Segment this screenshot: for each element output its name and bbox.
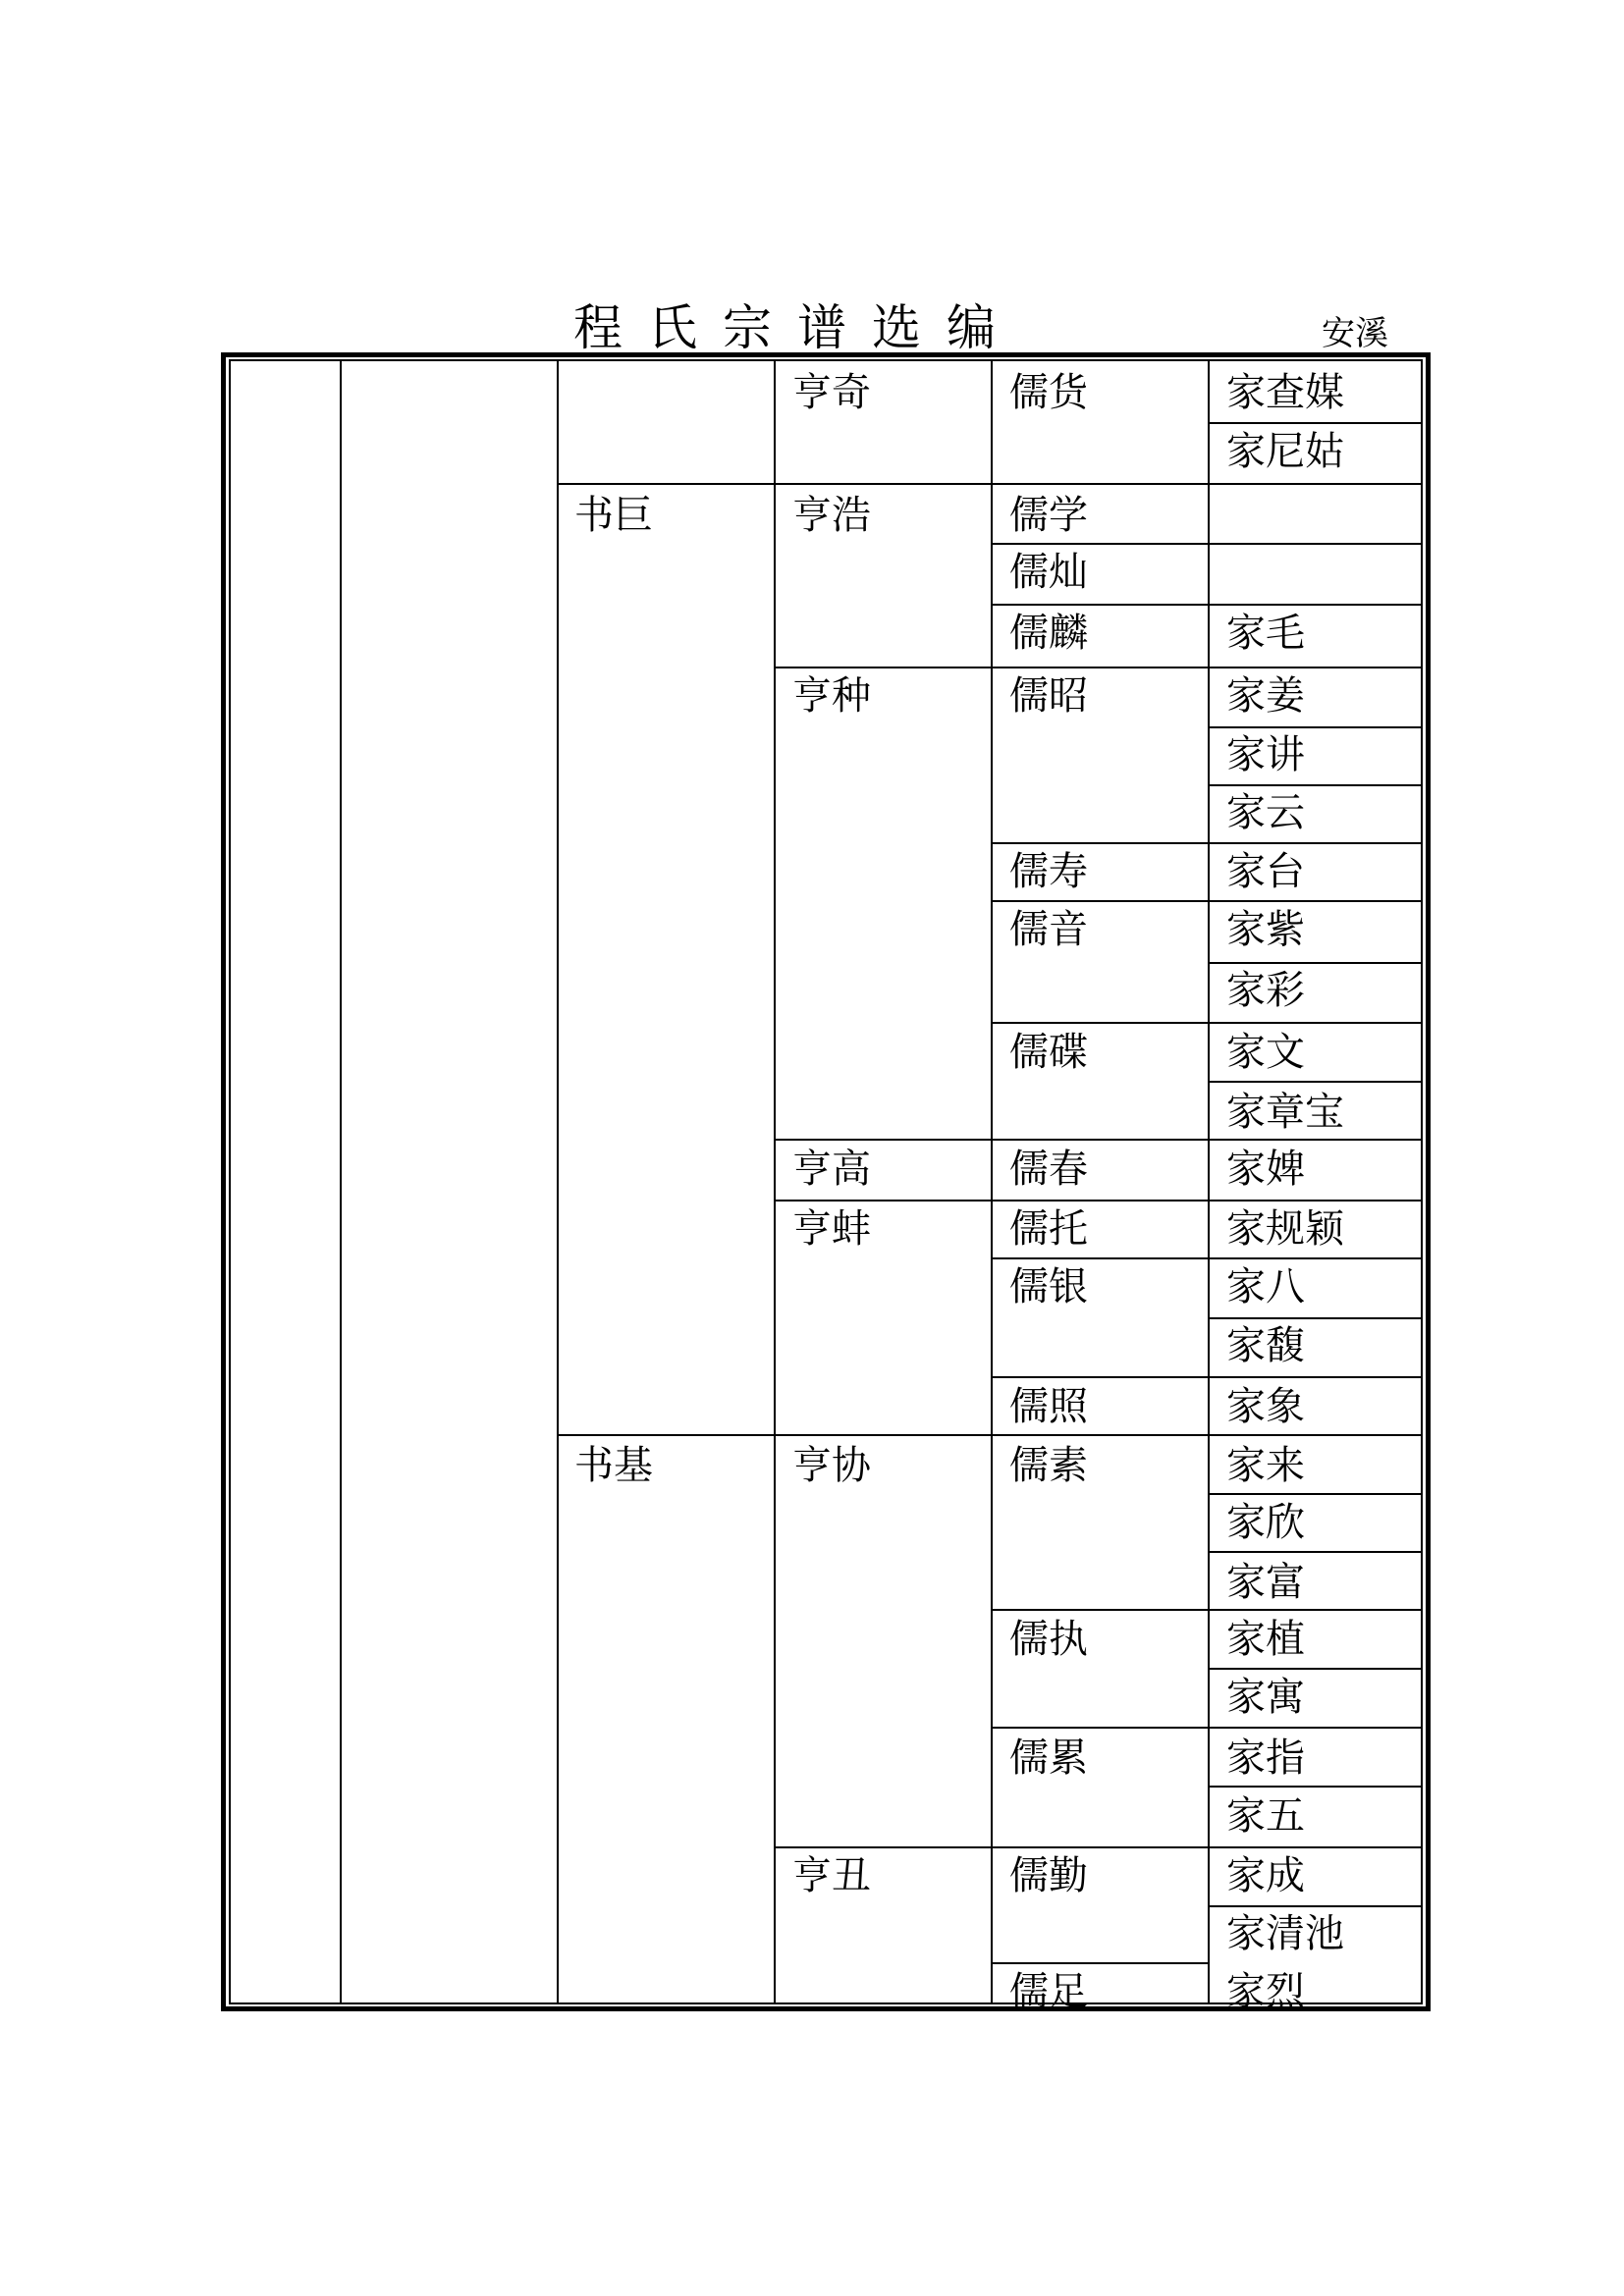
row-divider: [1208, 1081, 1423, 1083]
row-divider: [1208, 1551, 1423, 1553]
generation-5-name: 儒货: [1009, 370, 1088, 415]
generation-5-name: 儒勤: [1009, 1853, 1088, 1898]
row-divider: [991, 1257, 1208, 1259]
row-divider: [1208, 900, 1423, 902]
generation-6-name: 家紫: [1226, 907, 1305, 952]
row-divider: [1208, 1200, 1423, 1201]
generation-6-name: 家植: [1226, 1617, 1305, 1662]
generation-6-name: 家文: [1226, 1030, 1305, 1075]
generation-6-name: 家象: [1226, 1384, 1305, 1429]
generation-6-name: 家成: [1226, 1853, 1305, 1898]
row-divider: [1208, 1317, 1423, 1319]
row-divider: [991, 604, 1208, 606]
generation-6-name: 家台: [1226, 849, 1305, 894]
generation-5-name: 儒素: [1009, 1443, 1088, 1488]
row-divider: [1208, 1609, 1423, 1611]
row-divider: [1208, 667, 1423, 668]
generation-6-name: 家来: [1226, 1443, 1305, 1488]
page-title: 程氏宗谱选编: [573, 299, 1021, 356]
row-divider: [1208, 1376, 1423, 1378]
row-divider: [774, 667, 1208, 668]
generation-6-name: 家清池: [1226, 1911, 1344, 1956]
generation-5-name: 儒灿: [1009, 550, 1088, 595]
generation-3-name: 书巨: [574, 493, 653, 538]
row-divider: [991, 1376, 1208, 1378]
row-divider: [1208, 1434, 1423, 1436]
row-divider: [1208, 1139, 1423, 1141]
row-divider: [1208, 422, 1423, 424]
row-divider: [1208, 483, 1423, 485]
row-divider: [991, 1727, 1208, 1729]
generation-5-name: 儒春: [1009, 1147, 1088, 1192]
generation-5-name: 儒昭: [1009, 673, 1088, 719]
generation-3-name: 书基: [574, 1443, 653, 1488]
generation-6-name: 家查媒: [1226, 370, 1344, 415]
row-divider: [557, 1434, 991, 1436]
generation-6-name: 家讲: [1226, 732, 1305, 777]
row-divider: [1208, 1727, 1423, 1729]
generation-6-name: 家欣: [1226, 1500, 1305, 1545]
row-divider: [991, 1022, 1208, 1024]
row-divider: [1208, 842, 1423, 844]
generation-4-name: 亨高: [792, 1147, 871, 1192]
generation-6-name: 家烈: [1226, 1969, 1305, 2014]
generation-5-name: 儒碟: [1009, 1030, 1088, 1075]
row-divider: [991, 900, 1208, 902]
generation-6-name: 家馥: [1226, 1323, 1305, 1368]
generation-4-name: 亨协: [792, 1443, 871, 1488]
generation-5-name: 儒学: [1009, 493, 1088, 538]
generation-5-name: 儒银: [1009, 1264, 1088, 1309]
column-divider: [991, 361, 993, 2003]
row-divider: [1208, 784, 1423, 786]
generation-6-name: 家指: [1226, 1735, 1305, 1781]
generation-5-name: 儒足: [1009, 1969, 1088, 2014]
row-divider: [991, 1962, 1208, 1964]
generation-5-name: 儒照: [1009, 1384, 1088, 1429]
generation-6-name: 家彩: [1226, 968, 1305, 1013]
generation-4-name: 亨种: [792, 673, 871, 719]
generation-5-name: 儒托: [1009, 1206, 1088, 1252]
column-divider: [1208, 361, 1210, 2003]
row-divider: [991, 842, 1208, 844]
row-divider: [1208, 726, 1423, 728]
row-divider: [774, 1139, 1208, 1141]
generation-4-name: 亨蚌: [792, 1206, 871, 1252]
row-divider: [774, 1200, 1208, 1201]
column-divider: [340, 361, 342, 2003]
generation-5-name: 儒执: [1009, 1617, 1088, 1662]
generation-5-name: 儒寿: [1009, 849, 1088, 894]
row-divider: [1208, 1786, 1423, 1788]
row-divider: [991, 543, 1208, 545]
generation-6-name: 家尼姑: [1226, 429, 1344, 474]
generation-6-name: 家富: [1226, 1560, 1305, 1605]
row-divider: [557, 483, 991, 485]
generation-6-name: 家婢: [1226, 1147, 1305, 1192]
row-divider: [1208, 1257, 1423, 1259]
generation-6-name: 家章宝: [1226, 1090, 1344, 1135]
row-divider: [1208, 1493, 1423, 1495]
row-divider: [1208, 1668, 1423, 1670]
place-label: 安溪: [1322, 314, 1388, 353]
generation-5-name: 儒音: [1009, 907, 1088, 952]
generation-6-name: 家毛: [1226, 611, 1305, 656]
generation-6-name: 家五: [1226, 1793, 1305, 1839]
row-divider: [1208, 1905, 1423, 1907]
row-divider: [1208, 962, 1423, 964]
generation-6-name: 家八: [1226, 1264, 1305, 1309]
row-divider: [1208, 1846, 1423, 1848]
generation-4-name: 亨奇: [792, 370, 871, 415]
generation-6-name: 家寓: [1226, 1675, 1305, 1720]
generation-6-name: 家规颖: [1226, 1206, 1344, 1252]
row-divider: [1208, 543, 1423, 545]
generation-6-name: 家姜: [1226, 673, 1305, 719]
generation-4-name: 亨丑: [792, 1853, 871, 1898]
column-divider: [774, 361, 776, 2003]
generation-4-name: 亨浩: [792, 493, 871, 538]
generation-6-name: 家云: [1226, 790, 1305, 835]
column-divider: [557, 361, 559, 2003]
generation-5-name: 儒麟: [1009, 611, 1088, 656]
row-divider: [991, 1609, 1208, 1611]
row-divider: [1208, 1022, 1423, 1024]
row-divider: [1208, 604, 1423, 606]
row-divider: [774, 1846, 1208, 1848]
generation-5-name: 儒累: [1009, 1735, 1088, 1781]
